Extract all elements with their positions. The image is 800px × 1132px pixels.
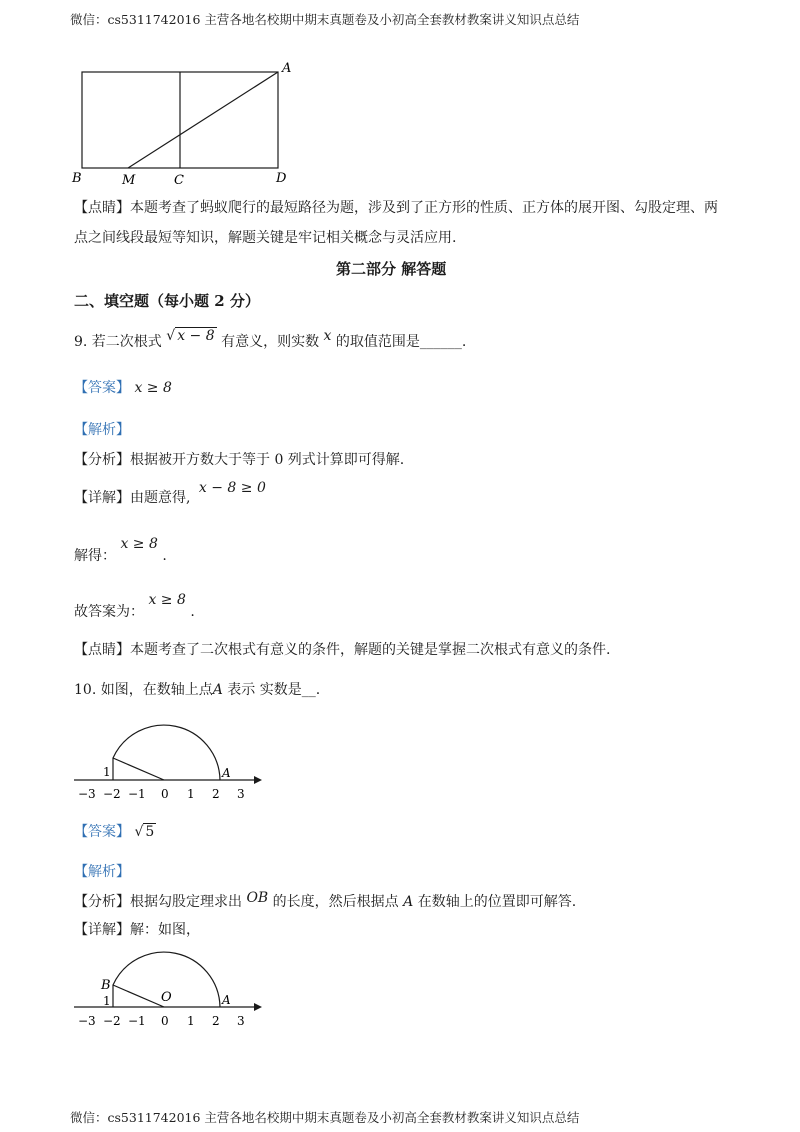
- label-A: A: [222, 993, 231, 1007]
- q10-fenxi: [74, 892, 576, 912]
- q10-fenxi-point: A: [403, 894, 414, 910]
- shortest-path-line: [128, 72, 278, 168]
- q9-solve-period: .: [162, 548, 167, 564]
- q9-fenxi: 【分析】根据被开方数大于等于 0 列式计算即可得解.: [74, 452, 405, 468]
- tick-label: 3: [237, 787, 245, 801]
- q9-answer-line: [74, 378, 172, 398]
- label-A: A: [222, 766, 231, 780]
- part-title: 第二部分 解答题: [336, 260, 447, 278]
- q9-answer-tag: 【答案】: [74, 380, 130, 396]
- number-line-figure-1: [70, 720, 270, 805]
- tick-label: 2: [212, 787, 220, 801]
- q10-analysis-tag: 【解析】: [74, 864, 130, 880]
- q10-fenxi-tail: 在数轴上的位置即可解答.: [417, 894, 577, 910]
- q9-so-expr: x ≥ 8: [148, 592, 186, 608]
- tick-label: −2: [103, 787, 121, 801]
- q9-solve-expr: x ≥ 8: [120, 536, 158, 552]
- q9-number: 9. 若二次根式: [74, 334, 162, 350]
- q9-radical: √ x − 8: [166, 328, 215, 344]
- q8-comment-line2: 点之间线段最短等知识，解题关键是牢记相关概念与灵活应用.: [74, 230, 457, 246]
- q10-answer-radical: √ 5: [134, 824, 155, 840]
- tick-label: −3: [78, 1014, 96, 1028]
- tick-labels: [78, 1014, 245, 1028]
- q10-stem: [74, 680, 320, 700]
- radius-line: [113, 758, 164, 780]
- q10-answer-line: [74, 822, 156, 842]
- label-A: A: [282, 61, 292, 76]
- q9-comment: 【点睛】本题考查了二次根式有意义的条件，解题的关键是掌握二次根式有意义的条件.: [74, 642, 611, 658]
- q9-so-period: .: [190, 604, 195, 620]
- tick-labels: [78, 787, 245, 801]
- tick-label: 0: [161, 787, 169, 801]
- q8-comment-line1: 【点睛】本题考查了蚂蚁爬行的最短路径为题，涉及到了正方形的性质、正方体的展开图、勾股定理、两: [74, 200, 718, 216]
- q9-analysis-tag: 【解析】: [74, 422, 130, 438]
- q10-stem-prefix: 10. 如图，在数轴上点: [74, 682, 213, 698]
- tick-label: 0: [161, 1014, 169, 1028]
- tick-label: −3: [78, 787, 96, 801]
- tick-label: −2: [103, 1014, 121, 1028]
- q10-detail: 【详解】解：如图，: [74, 922, 200, 938]
- label-D: D: [276, 171, 287, 186]
- label-one: 1: [103, 994, 111, 1008]
- q9-answer: x ≥ 8: [134, 380, 172, 396]
- radius-line: [113, 985, 164, 1007]
- q10-fenxi-mid: 的长度，然后根据点: [272, 894, 399, 910]
- q9-detail-expr: x − 8 ≥ 0: [198, 480, 266, 496]
- q9-radicand: x − 8: [177, 328, 215, 344]
- tick-label: 1: [187, 787, 195, 801]
- label-B: B: [101, 978, 111, 993]
- label-M: M: [122, 173, 136, 188]
- q9-var: x: [323, 328, 332, 344]
- q9-solve-line: [74, 536, 167, 566]
- q10-fenxi-seg: OB: [246, 890, 269, 906]
- tick-label: 3: [237, 1014, 245, 1028]
- q10-fenxi-prefix: 【分析】根据勾股定理求出: [74, 894, 242, 910]
- label-O: O: [161, 990, 172, 1005]
- q10-answer-tag: 【答案】: [74, 824, 130, 840]
- axis-arrow: [254, 1003, 262, 1011]
- number-line-figure-2: [70, 945, 270, 1035]
- label-B: B: [72, 171, 82, 186]
- q9-tail: 的取值范围是______.: [335, 334, 467, 350]
- cube-net-figure: [60, 58, 310, 188]
- q9-so-prefix: 故答案为：: [74, 604, 144, 620]
- q9-solve-prefix: 解得：: [74, 548, 116, 564]
- tick-label: −1: [128, 1014, 146, 1028]
- q10-answer-radicand: 5: [145, 824, 155, 840]
- q10-stem-mid: 表示 实数是__.: [227, 682, 321, 698]
- section-title: 二、填空题（每小题 2 分）: [74, 292, 260, 310]
- tick-label: −1: [128, 787, 146, 801]
- q9-so-line: [74, 592, 195, 622]
- label-C: C: [174, 173, 184, 188]
- tick-label: 1: [187, 1014, 195, 1028]
- q9-after-radical: 有意义，则实数: [221, 334, 320, 350]
- label-one: 1: [103, 765, 111, 779]
- axis-arrow: [254, 776, 262, 784]
- q9-stem: [74, 326, 466, 352]
- q9-detail-prefix: 【详解】由题意得,: [74, 490, 191, 506]
- arc: [113, 725, 220, 780]
- tick-label: 2: [212, 1014, 220, 1028]
- q10-point: A: [212, 682, 223, 698]
- page-footer: 微信：cs5311742016 主营各地名校期中期末真题卷及小初高全套教材教案讲义知识点总结: [70, 1110, 580, 1125]
- page-header: 微信：cs5311742016 主营各地名校期中期末真题卷及小初高全套教材教案讲义知识点总结: [70, 12, 580, 27]
- q9-detail-line: [74, 480, 266, 508]
